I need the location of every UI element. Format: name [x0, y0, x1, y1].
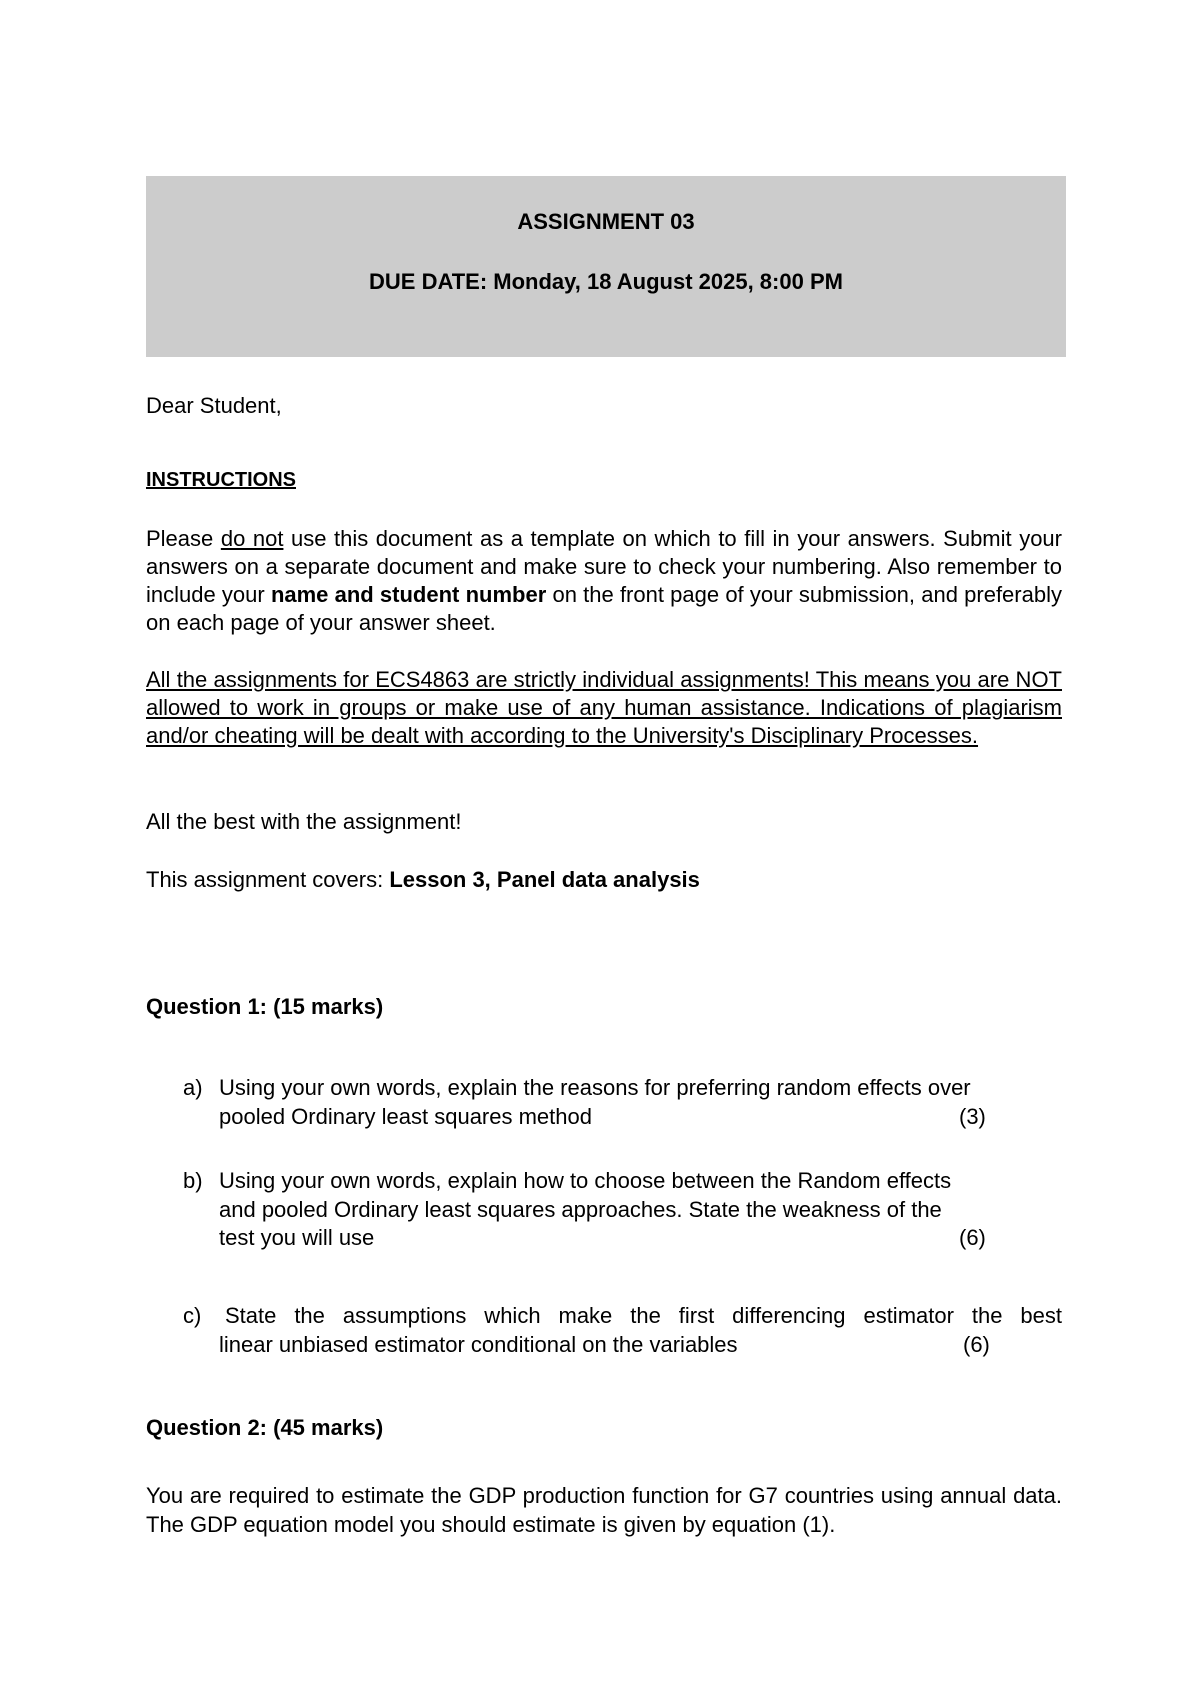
item-text: Using your own words, explain the reasons for preferring random effects over pooled Ordinary least squares method [219, 1075, 971, 1129]
item-text: State the assumptions which make the first differencing estimator the best linear unbiased estimator conditional on the variables [219, 1303, 1062, 1357]
best-wishes: All the best with the assignment! [146, 809, 462, 834]
item-marks: (6) [959, 1225, 986, 1250]
coverage-topic: Lesson 3, Panel data analysis [389, 867, 700, 892]
question2-heading: Question 2: (45 marks) [146, 1415, 384, 1440]
coverage-line: This assignment covers: Lesson 3, Panel data analysis [146, 867, 700, 892]
instructions-paragraph: Please do not use this document as a template on which to fill in your answers. Submit your answers on a separate document and make sure to check your numbering. Also remember to include your name and student number on the front page of your submission, and preferably on each page of your answer sheet. [146, 526, 1062, 635]
item-label: a) [183, 1075, 203, 1100]
do-not-emphasis: do not [220, 526, 284, 551]
question2-text: You are required to estimate the GDP production function for G7 countries using annual data. The GDP equation model you should estimate is given by equation (1). [146, 1483, 1062, 1537]
item-text: Using your own words, explain how to choose between the Random effects and pooled Ordinary least squares approaches. State the weakness of the test you will use [219, 1168, 952, 1250]
greeting: Dear Student, [146, 393, 282, 418]
item-label: b) [183, 1168, 203, 1193]
item-marks: (6) [963, 1331, 990, 1357]
header-box [146, 176, 1066, 357]
integrity-warning: All the assignments for ECS4863 are strictly individual assignments! This means you are NOT allowed to work in groups or make use of any human assistance. Indications of plagiarism and/or cheating will be dealt with according to the University's Disciplinary Processes. [146, 667, 1062, 748]
assignment-title: ASSIGNMENT 03 [517, 209, 695, 234]
name-student-number: name and student number [270, 582, 547, 607]
due-date: DUE DATE: Monday, 18 August 2025, 8:00 PM [369, 269, 843, 294]
item-label: c) [183, 1303, 202, 1328]
item-marks: (3) [959, 1103, 986, 1129]
instructions-heading: INSTRUCTIONS [146, 469, 296, 491]
question1-heading: Question 1: (15 marks) [146, 994, 384, 1019]
